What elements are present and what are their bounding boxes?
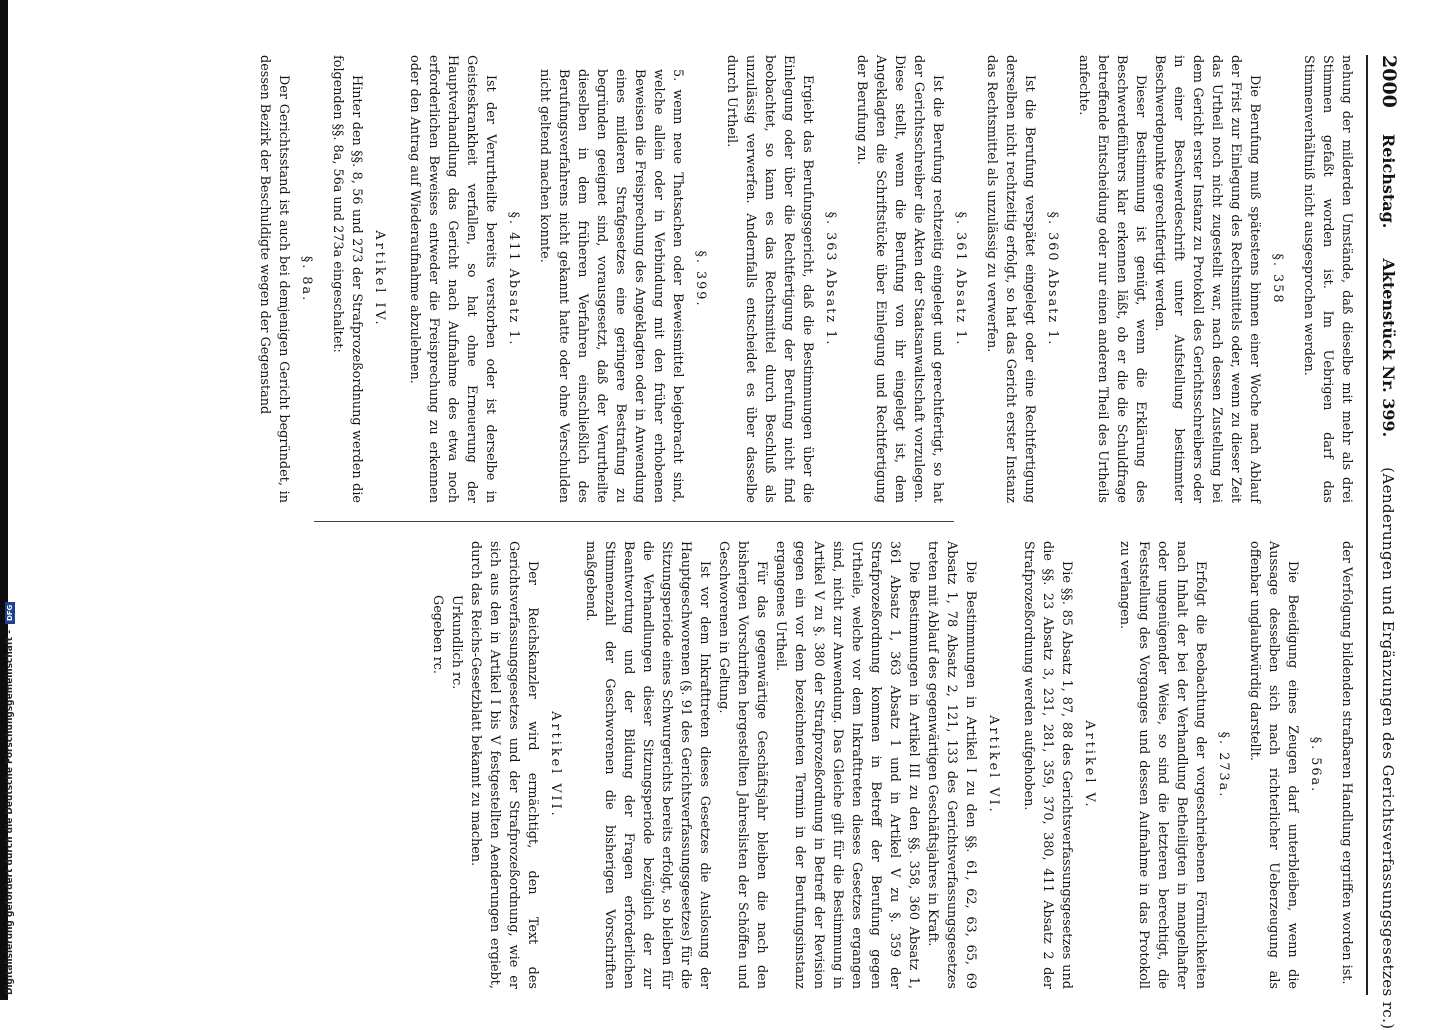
digitization-credit xyxy=(0,0,20,995)
header-topic: (Aenderungen und Ergänzungen des Gerichtsverfassungsgesetzes rc.) xyxy=(1379,467,1397,1030)
paragraph: Erfolgt die Beobachtung der vorgeschriebenen Förmlichkeiten nach Inhalt der bei der Verhandlung Betheiligten in mangelhafter oder ungenügender Weise, so sind die letzteren berechtigt, die Feststellung des Vorganges und dessen Aufnahme in das Protokoll zu verlangen. xyxy=(1117,541,1208,989)
page-number: 2000 xyxy=(1378,55,1400,108)
paragraph: Die Bestimmungen in Artikel I zu den §§. 61, 62, 63, 65, 69 Absatz 1, 78 Absatz 2, 121, 133 des Gerichtsverfassungsgesetzes treten mit Ablauf des gegenwärtigen Geschäftsjahres in Kraft. xyxy=(925,541,978,989)
header-document-number: Aktenstück Nr. 399. xyxy=(1379,258,1398,438)
paragraph: Die Beeidigung eines Zeugen darf unterbleiben, wenn die Aussage desselben sich nach richterlicher Ueberzeugung als offenbar unglaubwürdig darstellt. xyxy=(1247,541,1300,989)
closing-formula: Gegeben rc. xyxy=(430,595,445,674)
paragraph: Hinter den §§. 8, 56 und 273 der Strafprozeßordnung werden die folgenden §§. 8a, 56a und 273a eingeschaltet: xyxy=(330,55,364,503)
credit-text: Digitalisierung gefördert durch die Deutsche Forschungsgemeinschaft - xyxy=(5,630,15,995)
section-heading-360: §. 360 Absatz 1. xyxy=(1045,211,1060,347)
section-heading-399: §. 399. xyxy=(693,250,708,308)
section-heading-361: §. 361 Absatz 1. xyxy=(953,211,968,347)
document-page xyxy=(240,55,1400,1030)
running-header xyxy=(1370,55,1400,1030)
section-heading-56a: §. 56a. xyxy=(1308,736,1323,794)
article-heading-5: Artikel V. xyxy=(1082,720,1097,810)
paragraph: Der Gerichtsstand ist auch bei demjenigen Gericht begründet, in dessen Bezirk der Beschuldigte wegen der Gegenstand xyxy=(257,55,291,503)
paragraph: Der Reichskanzler wird ermächtigt, den Text des Gerichtsverfassungsgesetzes und der Strafprozeßordnung, wie er sich aus den in Artikel I bis V festgestellten Aenderungen ergiebt, durch das Reichs-Gesetzblatt bekannt zu machen. xyxy=(468,541,540,989)
right-column xyxy=(428,541,1356,989)
article-heading-4: Artikel IV. xyxy=(372,230,387,328)
paragraph-continuation: der Verfolgung bildenden strafbaren Handlung ergriffen worden ist. xyxy=(1339,541,1354,985)
paragraph: Für das gegenwärtige Geschäftsjahr bleiben die nach den bisherigen Vorschriften hergestellten Jahreslisten der Schöffen und Geschworenen in Geltung. xyxy=(716,541,769,989)
paragraph: Ist der Verurtheilte bereits verstorben oder ist derselbe in Geisteskrankheit verfallen, so hat ohne Erneuerung der Hauptverhandlung das Gericht nach Aufnahme des etwa noch erforderlichen Beweises entweder die Freisprechung zu erkennen oder den Antrag auf Wiederaufnahme abzulehnen. xyxy=(407,55,498,503)
paragraph: Die Berufung muß spätestens binnen einer Woche nach Ablauf der Frist zur Einlegung des Rechtsmittels oder, wenn zu dieser Zeit das Urtheil noch nicht zugestellt war, nach dessen Zustellung bei dem Gericht erster Instanz zu Protokoll des Gerichtsschreibers oder in einer Beschwerdeschrift unter Aufstellung bestimmter Beschwerdepunkte gerechtfertigt werden. xyxy=(1152,55,1262,503)
article-heading-6: Artikel VI. xyxy=(986,715,1001,815)
section-heading-273a: §. 273a. xyxy=(1216,731,1231,799)
section-heading-8a: §. 8a. xyxy=(299,255,314,303)
dfg-logo: DFG xyxy=(5,602,15,624)
paragraph: Ergiebt das Berufungsgericht, daß die Bestimmungen über die Einlegung oder über die Rechtfertigung der Berufung nicht find beobachtet, so kann es das Rechtsmittel durch Beschluß als unzulässig verwerfen. Andernfalls entscheidet es über dasselbe durch Urtheil. xyxy=(724,55,815,503)
section-heading-363: §. 363 Absatz 1. xyxy=(823,211,838,347)
section-heading-411: §. 411 Absatz 1. xyxy=(506,211,521,347)
list-item: 5. wenn neue Thatsachen oder Beweismittel beigebracht sind, welche allein oder in Verbindung mit den früher erhobenen Beweisen die Freisprechung des Angeklagten oder in Anwendung eines milderen Strafgesetzes eine geringere Bestrafung zu begründen geeignet sind, vorausgesetzt, daß der Verurtheilte dieselben in dem früheren Verfahren einschließlich des Berufungsverfahrens nicht gekannt hatte oder ohne Verschulden nicht geltend machen konnte. xyxy=(537,69,685,503)
paragraph: Dieser Bestimmung ist genügt, wenn die Erklärung des Beschwerdeführers klar erkennen läßt, ob er die die Schuldfrage betreffende Entscheidung oder nur einen anderen Theil des Urtheils anfechte. xyxy=(1076,55,1148,503)
paragraph: Ist die Berufung rechtzeitig eingelegt und gerechtfertigt, so hat der Gerichtsschreiber die Akten der Staatsanwaltschaft vorzulegen. Diese stellt, wenn die Berufung von ihr eingelegt ist, dem Angeklagten die Schriftstücke über Einlegung und Rechtfertigung der Berufung zu. xyxy=(854,55,945,503)
paragraph: Die §§. 85 Absatz 1, 87, 88 des Gerichtsverfassungsgesetzes und die §§. 23 Absatz 3, 231, 281, 359, 370, 380, 411 Absatz 2 der Strafprozeßordnung werden aufgehoben. xyxy=(1021,541,1074,989)
article-heading-7: Artikel VII. xyxy=(548,711,563,819)
paragraph: Ist vor dem Inkrafttreten dieses Gesetzes die Auslosung der Hauptgeschworenen (§. 91 des Gerichtsverfassungsgesetzes) für die Sitzungsperiode eines Schwurgerichts bereits erfolgt, so bleiben für die Verhandlungen dieser Sitzungsperiode bezüglich der zur Beantwortung und der Bildung der Fragen erforderlichen Stimmenzahl der Geschworenen die bisherigen Vorschriften maßgebend. xyxy=(583,541,712,989)
paragraph: Die Bestimmungen in Artikel III zu den §§. 358, 360 Absatz 1, 361 Absatz 1, 363 Absatz 1 und in Artikel V zu §. 359 der Strafprozeßordnung kommen in Betreff der Berufung gegen Urtheile, welche vor dem Inkrafttreten dieses Gesetzes ergangen sind, nicht zur Anwendung. Das Gleiche gilt für die Bestimmung in Artikel V zu §. 380 der Strafprozeßordnung in Betreff der Revision gegen ein vor dem bezeichneten Termin in der Berufungsinstanz ergangenes Urtheil. xyxy=(773,541,921,989)
section-heading-358: §. 358 xyxy=(1270,253,1285,305)
header-source: Reichstag. xyxy=(1379,133,1398,229)
paragraph: Ist die Berufung verspätet eingelegt oder eine Rechtfertigung derselben nicht rechtzeitig erfolgt, so hat das Gericht erster Instanz das Rechtsmittel als unzulässig zu verwerfen. xyxy=(984,55,1037,503)
closing-formula: Urkundlich rc. xyxy=(449,595,464,690)
left-column xyxy=(255,55,1356,503)
column-divider xyxy=(314,521,954,522)
header-rule xyxy=(1366,55,1368,995)
paragraph-continuation: nehung der milderden Umstände, daß dieselbe mit mehr als drei Stimmen gefaßt worden ist. Im Uebrigen darf das Stimmenverhältniß nicht ausgesprochen werden. xyxy=(1301,55,1354,503)
